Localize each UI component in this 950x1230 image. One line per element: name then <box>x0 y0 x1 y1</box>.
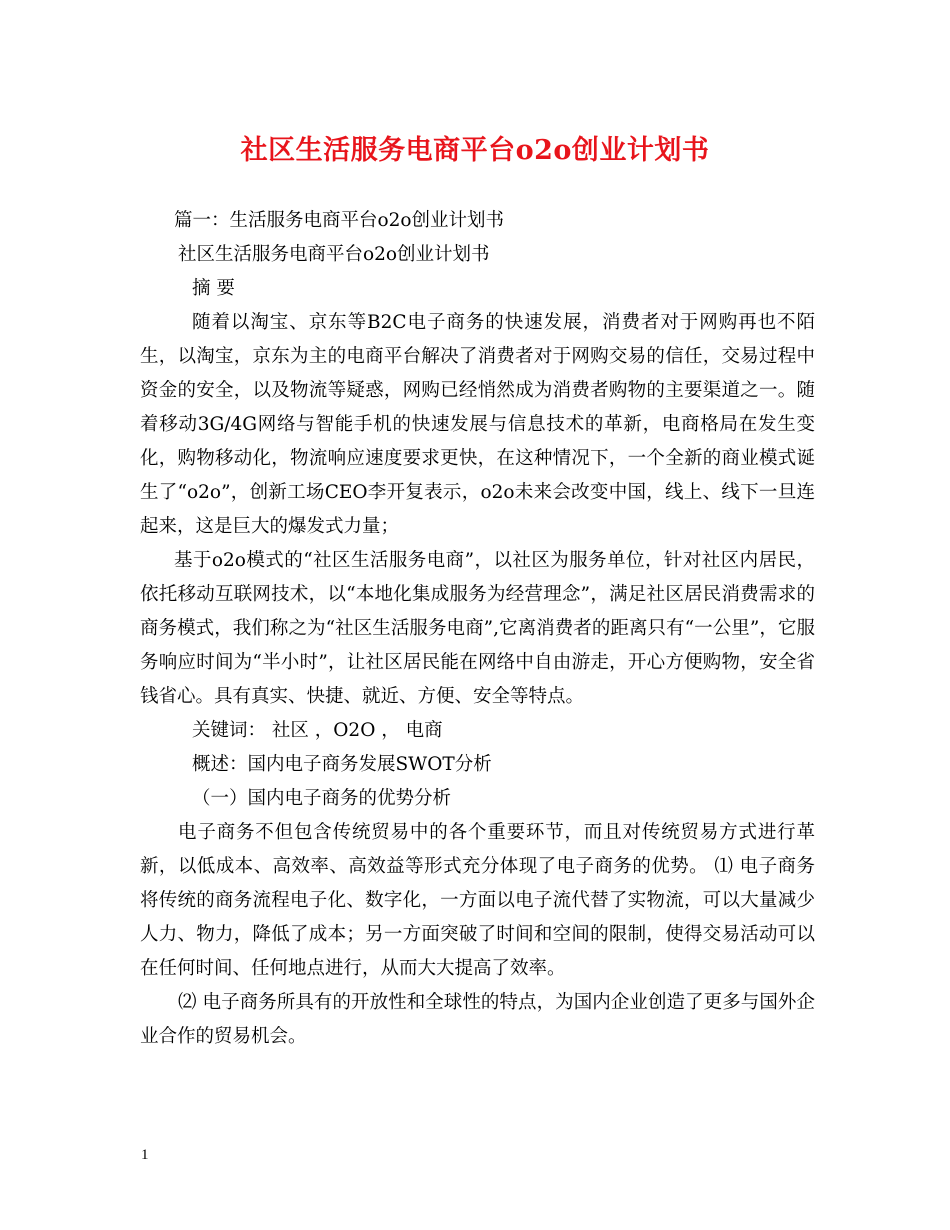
abstract-heading: 摘 要 <box>192 278 235 299</box>
document-title: 社区生活服务电商平台o2o创业计划书 <box>240 135 710 166</box>
body-paragraph: 电子商务不但包含传统贸易中的各个重要环节，而且对传统贸易方式进行革新，以低成本、高效率、高效益等形式充分体现了电子商务的优势。 ⑴ 电子商务将传统的商务流程电子化、数字化，一方面以电子流代替了实物流，可以大量减少人力、物力，降低了成本；另一方面突破了时间和空间的限制，使得交易活动可以在任何时间、任何地点进行，从而大大提高了效率。 <box>140 822 815 979</box>
document-body <box>140 204 815 1054</box>
page-number: 1 <box>141 1147 149 1163</box>
abstract-paragraph: 基于o2o模式的“社区生活服务电商”，以社区为服务单位，针对社区内居民，依托移动互联网技术，以“本地化集成服务为经营理念”，满足社区居民消费需求的商务模式，我们称之为“社区生活服务电商”,它离消费者的距离只有“一公里”，它服务响应时间为“半小时”，让社区居民能在网络中自由游走，开心方便购物，安全省钱省心。具有真实、快捷、就近、方便、安全等特点。 <box>140 550 815 707</box>
keywords-line: 关键词： 社区 ，O2O ， 电商 <box>192 720 443 741</box>
subsection-heading: （一）国内电子商务的优势分析 <box>192 788 452 809</box>
body-paragraph: ⑵ 电子商务所具有的开放性和全球性的特点，为国内企业创造了更多与国外企业合作的贸易机会。 <box>140 992 815 1047</box>
abstract-paragraph: 随着以淘宝、京东等B2C电子商务的快速发展，消费者对于网购再也不陌生，以淘宝，京东为主的电商平台解决了消费者对于网购交易的信任，交易过程中资金的安全，以及物流等疑惑，网购已经悄然成为消费者购物的主要渠道之一。随着移动3G/4G网络与智能手机的快速发展与信息技术的革新，电商格局在发生变化，购物移动化，物流响应速度要求更快，在这种情况下，一个全新的商业模式诞生了“o2o”，创新工场CEO李开复表示，o2o未来会改变中国，线上、线下一旦连起来，这是巨大的爆发式力量； <box>140 312 815 537</box>
subtitle-line: 社区生活服务电商平台o2o创业计划书 <box>178 244 490 265</box>
section-heading: 篇一：生活服务电商平台o2o创业计划书 <box>174 210 505 231</box>
overview-line: 概述：国内电子商务发展SWOT分析 <box>192 754 492 775</box>
